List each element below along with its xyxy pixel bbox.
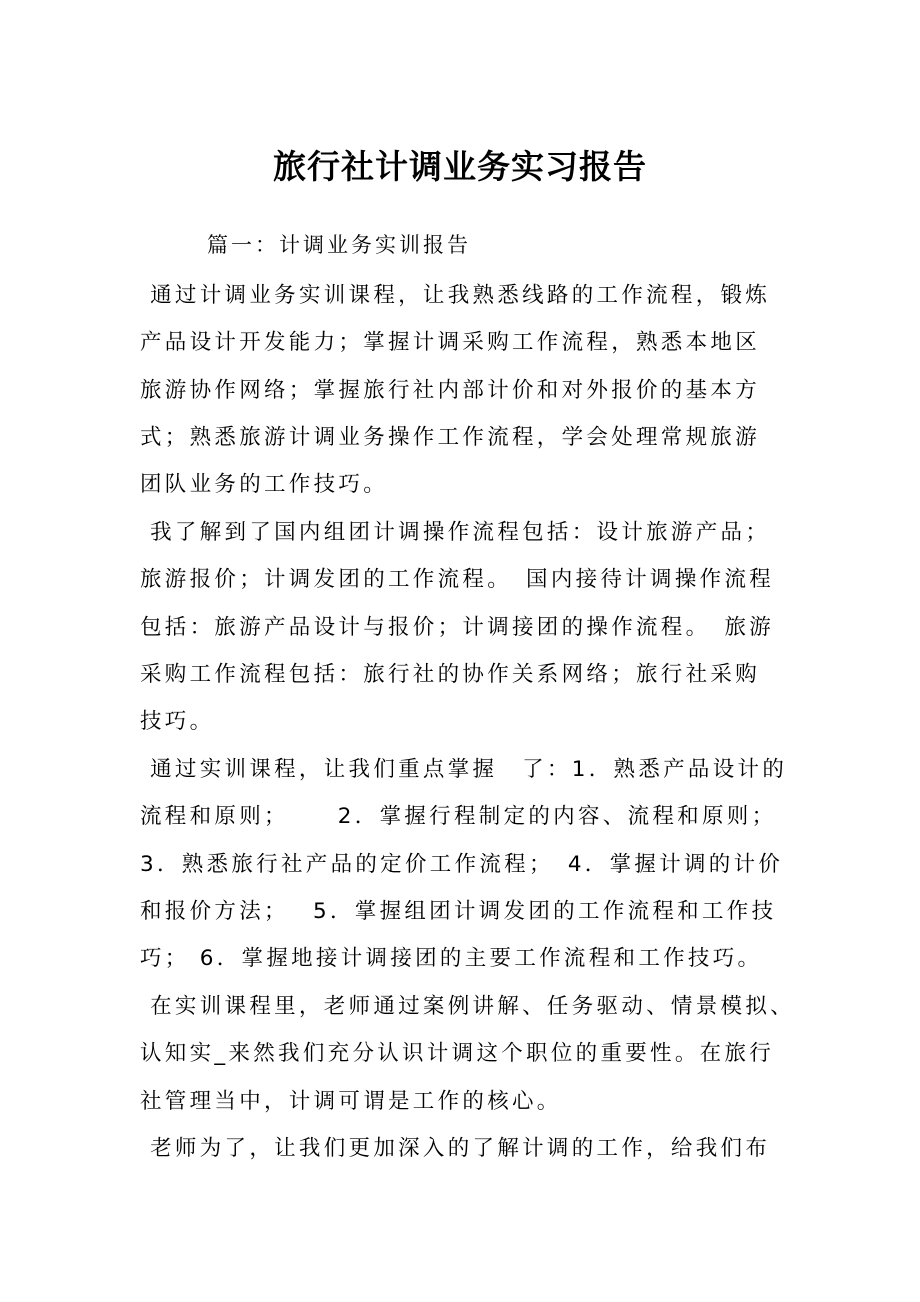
body-line: 通过计调业务实训课程，让我熟悉线路的工作流程，锻炼 <box>140 283 771 308</box>
body-line: 采购工作流程包括：旅行社的协作关系网络；旅行社采购 <box>140 662 761 687</box>
body-line: 社管理当中，计调可谓是工作的核心。 <box>140 1089 562 1114</box>
body-line: 旅游协作网络；掌握旅行社内部计价和对外报价的基本方 <box>140 378 761 403</box>
section-heading: 篇一：计调业务实训报告 <box>207 233 471 257</box>
body-line: 3．熟悉旅行社产品的定价工作流程； 4．掌握计调的计价 <box>140 852 784 877</box>
body-line: 旅游报价；计调发团的工作流程。 国内接待计调操作流程 <box>140 567 775 592</box>
body-line: 在实训课程里，老师通过案例讲解、任务驱动、情景模拟、 <box>140 994 795 1019</box>
body-line: 技巧。 <box>140 709 215 734</box>
body-line: 巧； 6．掌握地接计调接团的主要工作流程和工作技巧。 <box>140 946 763 971</box>
body-line: 产品设计开发能力；掌握计调采购工作流程，熟悉本地区 <box>140 330 761 355</box>
body-line: 流程和原则； 2．掌握行程制定的内容、流程和原则； <box>140 804 777 829</box>
body-line: 团队业务的工作技巧。 <box>140 472 389 497</box>
body-line: 和报价方法； 5．掌握组团计调发团的工作流程和工作技 <box>140 899 777 924</box>
body-line: 认知实_来然我们充分认识计调这个职位的重要性。在旅行 <box>140 1041 775 1066</box>
body-line: 包括：旅游产品设计与报价；计调接团的操作流程。 旅游 <box>140 615 775 640</box>
body-line: 式；熟悉旅游计调业务操作工作流程，学会处理常规旅游 <box>140 425 761 450</box>
document-title: 旅行社计调业务实习报告 <box>273 147 647 186</box>
body-line: 老师为了，让我们更加深入的了解计调的工作，给我们布 <box>140 1136 771 1161</box>
body-line: 通过实训课程，让我们重点掌握 了：1．熟悉产品设计的 <box>140 757 788 782</box>
body-line: 我了解到了国内组团计调操作流程包括：设计旅游产品； <box>140 520 771 545</box>
